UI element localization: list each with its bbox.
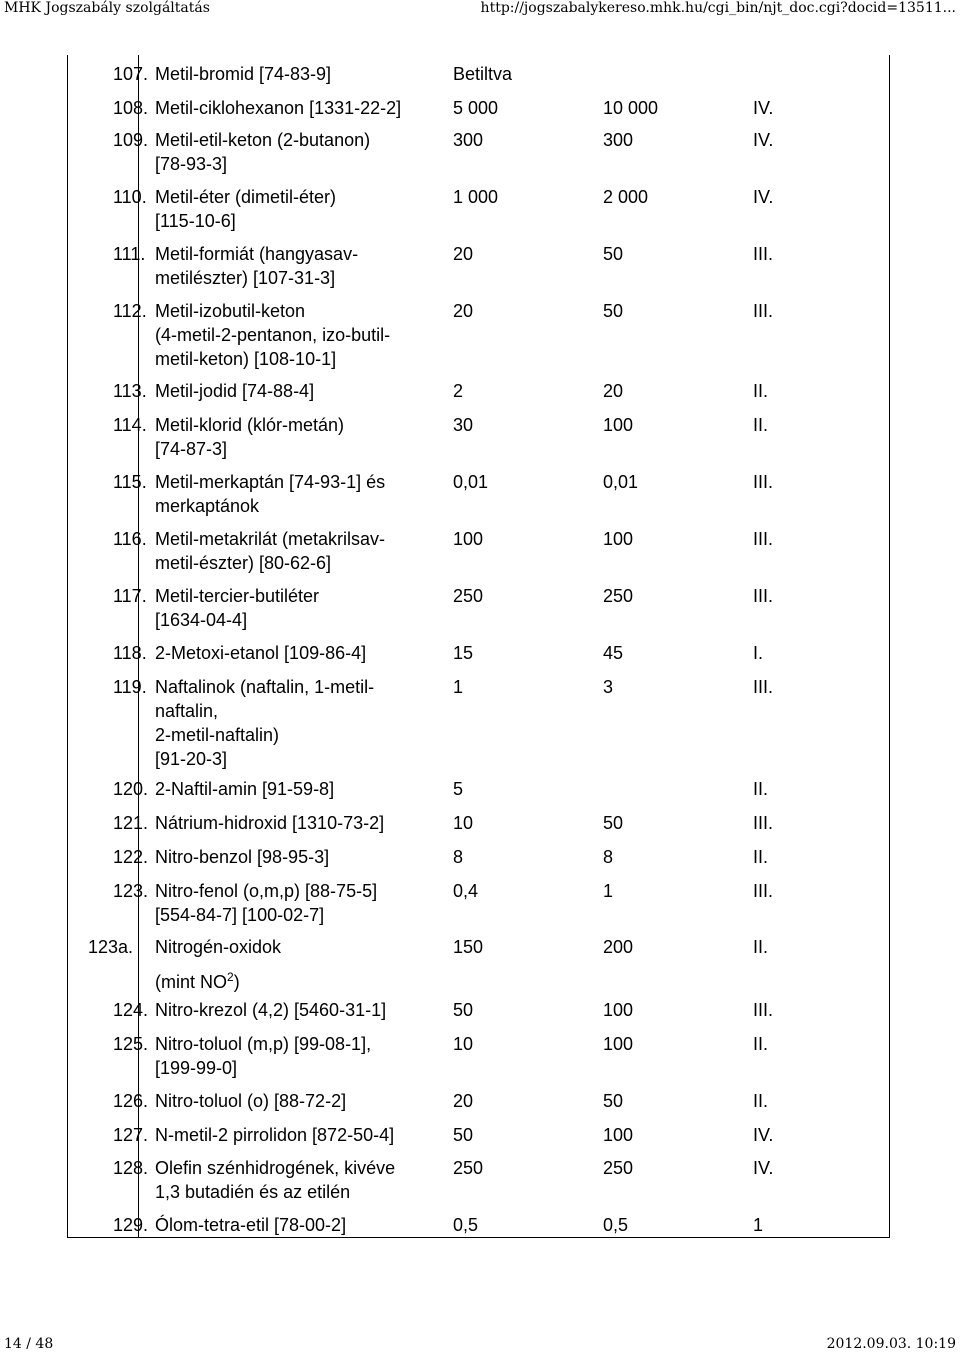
peak-value-cell: 50 [603,244,624,264]
limit-value-cell: 0,01 [453,472,489,492]
print-datetime: 2012.09.03. 10:19 [826,1336,956,1352]
peak-value-cell: 100 [603,1034,634,1054]
row-number: 126. [113,1091,149,1111]
substance-name-line: Nitro-toluol (m,p) [99-08-1], [155,1034,372,1054]
peak-value-cell: 45 [603,643,624,663]
category-cell: II. [753,779,769,799]
substance-name [155,1156,395,1204]
row-number: 110. [113,187,147,207]
peak-value-cell: 300 [603,130,634,150]
limit-value-cell: 150 [453,937,484,957]
peak-value-cell: 1 [603,881,614,901]
substance-name-line [155,965,281,994]
row-number: 125. [113,1034,149,1054]
substance-name-line: merkaptánok [155,496,260,516]
category-cell: II. [753,415,769,435]
substance-name [155,811,384,835]
substance-name [155,584,319,632]
limit-value-cell: 30 [453,415,474,435]
row-number: 117. [113,586,147,606]
substance-name [155,879,377,927]
row-number: 116. [113,529,147,549]
substance-name-line: metil-keton) [108-10-1] [155,349,337,369]
substance-name [155,299,390,371]
limit-value-cell: 15 [453,643,474,663]
row-number: 127. [113,1125,149,1145]
substance-name [155,470,385,518]
limit-value-cell: 20 [453,244,474,264]
substance-name-line: Metil-tercier-butiléter [155,586,320,606]
limit-value-cell: Betiltva [453,64,513,84]
substance-name-line: Metil-etil-keton (2-butanon) [155,130,371,150]
page-number: 14 / 48 [4,1336,54,1352]
substance-name-line: Metil-bromid [74-83-9] [155,64,332,84]
substance-name-line: Nátrium-hidroxid [1310-73-2] [155,813,385,833]
substance-name-line: Nitrogén-oxidok [155,937,282,957]
category-cell: III. [753,1000,774,1020]
substance-name [155,96,401,120]
table-left-border [67,55,68,1238]
substance-name [155,242,358,290]
table-right-border [889,55,890,1238]
row-number: 118. [113,643,147,663]
browser-print-footer [0,1336,960,1355]
substance-name-line: Nitro-krezol (4,2) [5460-31-1] [155,1000,387,1020]
formula-close: ) [233,972,240,992]
browser-print-header [0,0,960,24]
category-cell: III. [753,586,774,606]
category-cell: III. [753,881,774,901]
substance-name-line: Metil-klorid (klór-metán) [155,415,345,435]
limit-value-cell: 50 [453,1125,474,1145]
substance-name-line: [91-20-3] [155,749,228,769]
row-number: 120. [113,779,149,799]
row-number: 107. [113,64,149,84]
substance-name-line: Metil-formiát (hangyasav- [155,244,359,264]
substance-name-line: [1634-04-4] [155,610,248,630]
peak-value-cell: 250 [603,1158,634,1178]
substance-name-line: 2-Naftil-amin [91-59-8] [155,779,335,799]
substance-name-line: 2-Metoxi-etanol [109-86-4] [155,643,367,663]
peak-value-cell: 50 [603,813,624,833]
category-cell: II. [753,937,769,957]
substance-name [155,1032,371,1080]
peak-value-cell: 20 [603,381,624,401]
limit-value-cell: 0,4 [453,881,479,901]
substance-name [155,62,331,86]
substance-name-line: Olefin szénhidrogének, kivéve [155,1158,396,1178]
peak-value-cell: 8 [603,847,614,867]
peak-value-cell: 10 000 [603,98,659,118]
category-cell: IV. [753,1125,774,1145]
substance-name-line: Metil-ciklohexanon [1331-22-2] [155,98,402,118]
substance-name [155,1123,394,1147]
limit-value-cell: 1 [453,677,464,697]
category-cell: III. [753,244,774,264]
substance-name [155,998,386,1022]
substance-name-line: Metil-izobutil-keton [155,301,306,321]
substance-name-line: Nitro-fenol (o,m,p) [88-75-5] [155,881,378,901]
substance-name-line: Metil-éter (dimetil-éter) [155,187,337,207]
category-cell: III. [753,813,774,833]
category-cell: IV. [753,187,774,207]
limit-value-cell: 300 [453,130,484,150]
row-number: 114. [113,415,147,435]
substance-name [155,527,385,575]
substance-name [155,935,281,994]
category-cell: III. [753,529,774,549]
limit-value-cell: 5 000 [453,98,499,118]
substance-name-line: 2-metil-naftalin) [155,725,280,745]
substance-name [155,1213,346,1237]
category-cell: 1 [753,1215,764,1235]
category-cell: IV. [753,1158,774,1178]
limit-value-cell: 20 [453,1091,474,1111]
limit-value-cell: 20 [453,301,474,321]
category-cell: II. [753,1091,769,1111]
substance-name-line: 1,3 butadién és az etilén [155,1182,351,1202]
category-cell: III. [753,472,774,492]
peak-value-cell: 50 [603,301,624,321]
row-number: 121. [113,813,149,833]
header-url: http://jogszabalykereso.mhk.hu/cgi_bin/njt_doc.cgi?docid=13511... [480,0,956,16]
substance-name-line: metil-észter) [80-62-6] [155,553,332,573]
peak-value-cell: 100 [603,1000,634,1020]
peak-value-cell: 100 [603,415,634,435]
row-number: 123a. [88,937,134,957]
category-cell: IV. [753,98,774,118]
substance-name-line: Naftalinok (naftalin, 1-metil- [155,677,375,697]
row-number: 122. [113,847,149,867]
row-number: 108. [113,98,149,118]
limit-value-cell: 50 [453,1000,474,1020]
substance-name [155,641,366,665]
substance-name [155,379,314,403]
limit-value-cell: 10 [453,813,474,833]
limit-value-cell: 0,5 [453,1215,479,1235]
row-number: 112. [113,301,147,321]
table-bottom-border [67,1237,890,1238]
category-cell: III. [753,301,774,321]
substance-name-line: naftalin, [155,701,219,721]
substance-name-line: [554-84-7] [100-02-7] [155,905,325,925]
row-number: 124. [113,1000,149,1020]
substance-name-line: [78-93-3] [155,154,228,174]
limit-value-cell: 10 [453,1034,474,1054]
category-cell: II. [753,1034,769,1054]
substance-name-line: N-metil-2 pirrolidon [872-50-4] [155,1125,395,1145]
substance-name-line: Metil-jodid [74-88-4] [155,381,315,401]
row-number: 129. [113,1215,149,1235]
row-number: 109. [113,130,149,150]
limit-value-cell: 1 000 [453,187,499,207]
limit-value-cell: 250 [453,1158,484,1178]
category-cell: I. [753,643,764,663]
header-site-title: MHK Jogszabály szolgáltatás [4,0,210,16]
peak-value-cell: 200 [603,937,634,957]
category-cell: III. [753,677,774,697]
limit-value-cell: 2 [453,381,464,401]
substance-name [155,675,374,771]
peak-value-cell: 0,5 [603,1215,629,1235]
limit-value-cell: 8 [453,847,464,867]
category-cell: IV. [753,130,774,150]
substance-name-line: Metil-merkaptán [74-93-1] és [155,472,386,492]
substance-name-line: (4-metil-2-pentanon, izo-butil- [155,325,391,345]
substance-name-line: [74-87-3] [155,439,228,459]
limit-value-cell: 250 [453,586,484,606]
category-cell: II. [753,847,769,867]
substance-name [155,1089,346,1113]
limit-value-cell: 5 [453,779,464,799]
substance-name [155,128,370,176]
row-number: 115. [113,472,147,492]
category-cell: II. [753,381,769,401]
formula-subscript: 2 [227,970,234,984]
row-number: 111. [113,244,146,264]
substance-name-line: Nitro-benzol [98-95-3] [155,847,330,867]
peak-value-cell: 50 [603,1091,624,1111]
substance-name-line: [115-10-6] [155,211,236,231]
limit-value-cell: 100 [453,529,484,549]
substance-name-line: Nitro-toluol (o) [88-72-2] [155,1091,347,1111]
peak-value-cell: 100 [603,1125,634,1145]
peak-value-cell: 3 [603,677,614,697]
row-number: 128. [113,1158,149,1178]
formula-text: (mint NO [155,972,227,992]
substance-name-line: Ólom-tetra-etil [78-00-2] [155,1215,347,1235]
substance-name-line: Metil-metakrilát (metakrilsav- [155,529,386,549]
peak-value-cell: 0,01 [603,472,639,492]
substance-name-line: metilészter) [107-31-3] [155,268,336,288]
substance-name-line: [199-99-0] [155,1058,238,1078]
row-number: 119. [113,677,147,697]
peak-value-cell: 250 [603,586,634,606]
row-number: 113. [113,381,147,401]
substance-name [155,777,334,801]
substance-name [155,185,336,233]
row-number: 123. [113,881,149,901]
substance-name [155,413,344,461]
peak-value-cell: 2 000 [603,187,649,207]
peak-value-cell: 100 [603,529,634,549]
substance-name [155,845,329,869]
